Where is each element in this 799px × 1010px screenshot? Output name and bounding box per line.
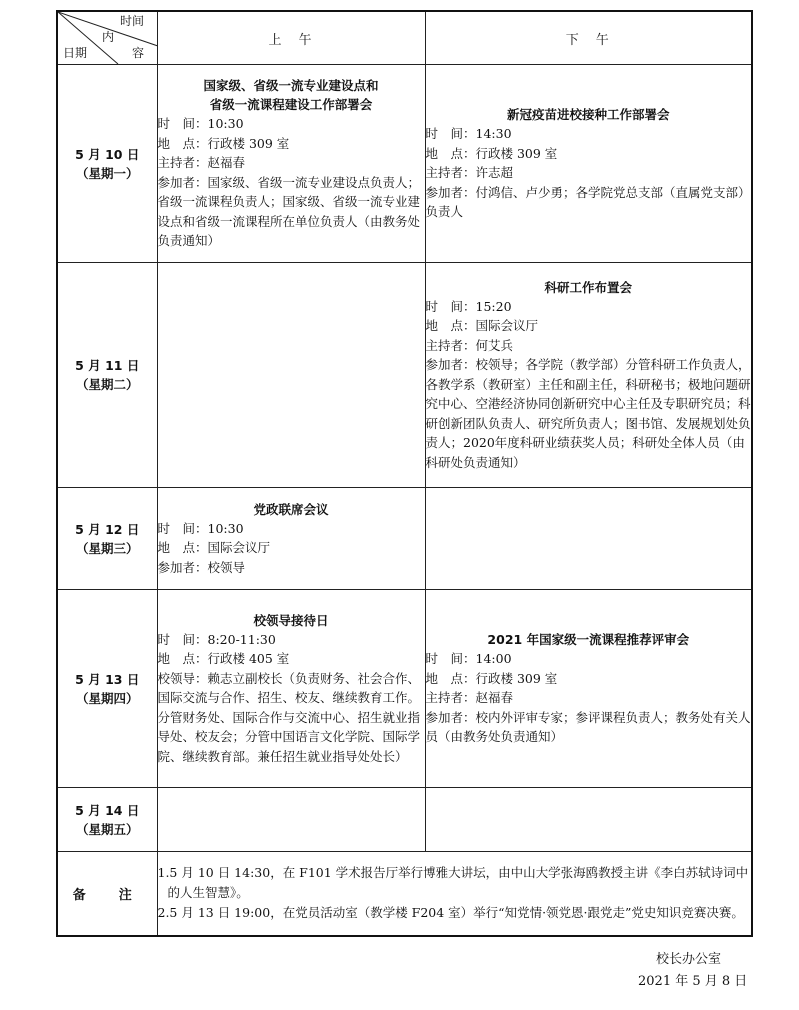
date-label: 5 月 14 日 [75, 802, 140, 818]
header-morning: 上 午 [157, 11, 425, 65]
event-title: 新冠疫苗进校接种工作部署会 [506, 107, 670, 123]
event-host: 主持者：赵福春 [157, 155, 246, 171]
morning-event [157, 590, 425, 788]
afternoon-event-empty [425, 788, 752, 852]
event-leader: 校领导：赖志立副校长（负责财务、社会合作、国际交流与合作、招生、校友、继续教育工作。分管财务处、国际合作与交流中心、招生就业指导处、校友会；分管中国语言文化学院、国际学院、继续教育部。兼任招生就业指导处处长） [157, 670, 421, 764]
event-time: 时 间：15:20 [425, 298, 512, 314]
date-cell [57, 65, 157, 263]
date-cell [57, 788, 157, 852]
morning-event [157, 488, 425, 590]
event-time: 时 间：14:30 [425, 126, 512, 142]
schedule-table [56, 10, 753, 937]
event-host: 主持者：许志超 [425, 165, 514, 181]
corner-content-label-1: 内 [102, 30, 115, 44]
event-title: 2021 年国家级一流课程推荐评审会 [487, 632, 690, 648]
note-item: 2.5 月 13 日 19:00，在党员活动室（教学楼 F204 室）举行“知党情·领党恩·跟党走”党史知识竞赛决赛。 [157, 905, 744, 921]
event-time: 时 间：8:20-11:30 [157, 631, 276, 647]
afternoon-event [425, 263, 752, 488]
notes-row [57, 852, 752, 936]
date-cell [57, 590, 157, 788]
corner-date-label: 日期 [63, 46, 88, 60]
morning-event-empty [157, 788, 425, 852]
date-label: 5 月 13 日 [75, 671, 140, 687]
afternoon-event [425, 65, 752, 263]
event-host: 主持者：何艾兵 [425, 337, 514, 353]
event-participants: 参加者：付鸿信、卢少勇；各学院党总支部（直属党支部）负责人 [425, 184, 751, 220]
event-title: 科研工作布置会 [544, 279, 632, 295]
header-afternoon: 下 午 [425, 11, 752, 65]
date-label: 5 月 11 日 [75, 358, 140, 373]
afternoon-event [425, 590, 752, 788]
weekday-label: （星期四） [75, 690, 139, 706]
table-row [57, 590, 752, 788]
event-location: 地 点：行政楼 309 室 [425, 670, 558, 686]
weekday-label: （星期三） [75, 540, 139, 556]
date-label: 5 月 10 日 [75, 146, 140, 162]
event-title: 党政联席会议 [253, 501, 329, 517]
event-time: 时 间：10:30 [157, 520, 244, 536]
event-time: 时 间：10:30 [157, 116, 244, 132]
morning-event [157, 65, 425, 263]
event-time: 时 间：14:00 [425, 651, 512, 667]
table-row [57, 788, 752, 852]
table-row [57, 65, 752, 263]
table-row [57, 263, 752, 488]
weekday-label: （星期二） [75, 377, 139, 392]
weekday-label: （星期五） [75, 821, 139, 837]
corner-content-label-2: 容 [132, 46, 145, 60]
note-item: 1.5 月 10 日 14:30，在 F101 学术报告厅举行博雅大讲坛，由中山大学张海鸥教授主讲《李白苏轼诗词中的人生智慧》。 [157, 865, 749, 901]
event-participants: 参加者：校内外评审专家；参评课程负责人；教务处有关人员（由教务处负责通知） [425, 709, 751, 745]
event-location: 地 点：国际会议厅 [425, 318, 539, 334]
date-cell [57, 263, 157, 488]
event-location: 地 点：行政楼 309 室 [425, 145, 558, 161]
event-participants: 参加者：校领导 [157, 559, 246, 575]
event-title: 国家级、省级一流专业建设点和 省级一流课程建设工作部署会 [203, 78, 379, 113]
header-corner-cell [57, 11, 157, 65]
footer-date: 2021 年 5 月 8 日 [638, 974, 748, 989]
event-title: 校领导接待日 [253, 612, 329, 628]
event-participants: 参加者：校领导；各学院（教学部）分管科研工作负责人，各教学系（教研室）主任和副主任，科研秘书；极地问题研究中心、空港经济协同创新研究中心主任及专职研究员；科研创新团队负责人、研究所负责人；图书馆、发展规划处负责人；2020年度科研业绩获奖人员；科研处全体人员（由科研处负责通知） [425, 357, 751, 470]
event-participants: 参加者：国家级、省级一流专业建设点负责人；省级一流课程负责人；国家级、省级一流专业建设点和省级一流课程所在单位负责人（由教务处负责通知） [157, 174, 421, 249]
weekday-label: （星期一） [75, 165, 139, 181]
corner-time-label: 时间 [120, 14, 145, 28]
event-location: 地 点：行政楼 405 室 [157, 651, 290, 667]
date-cell [57, 488, 157, 590]
morning-event-empty [157, 263, 425, 488]
afternoon-event-empty [425, 488, 752, 590]
event-location: 地 点：行政楼 309 室 [157, 135, 290, 151]
notes-content [157, 852, 752, 936]
table-row [57, 488, 752, 590]
event-host: 主持者：赵福春 [425, 690, 514, 706]
date-label: 5 月 12 日 [75, 521, 140, 537]
notes-label: 备 注 [57, 852, 157, 936]
event-location: 地 点：国际会议厅 [157, 540, 271, 556]
header-row [57, 11, 752, 65]
footer-office: 校长办公室 [656, 952, 722, 967]
